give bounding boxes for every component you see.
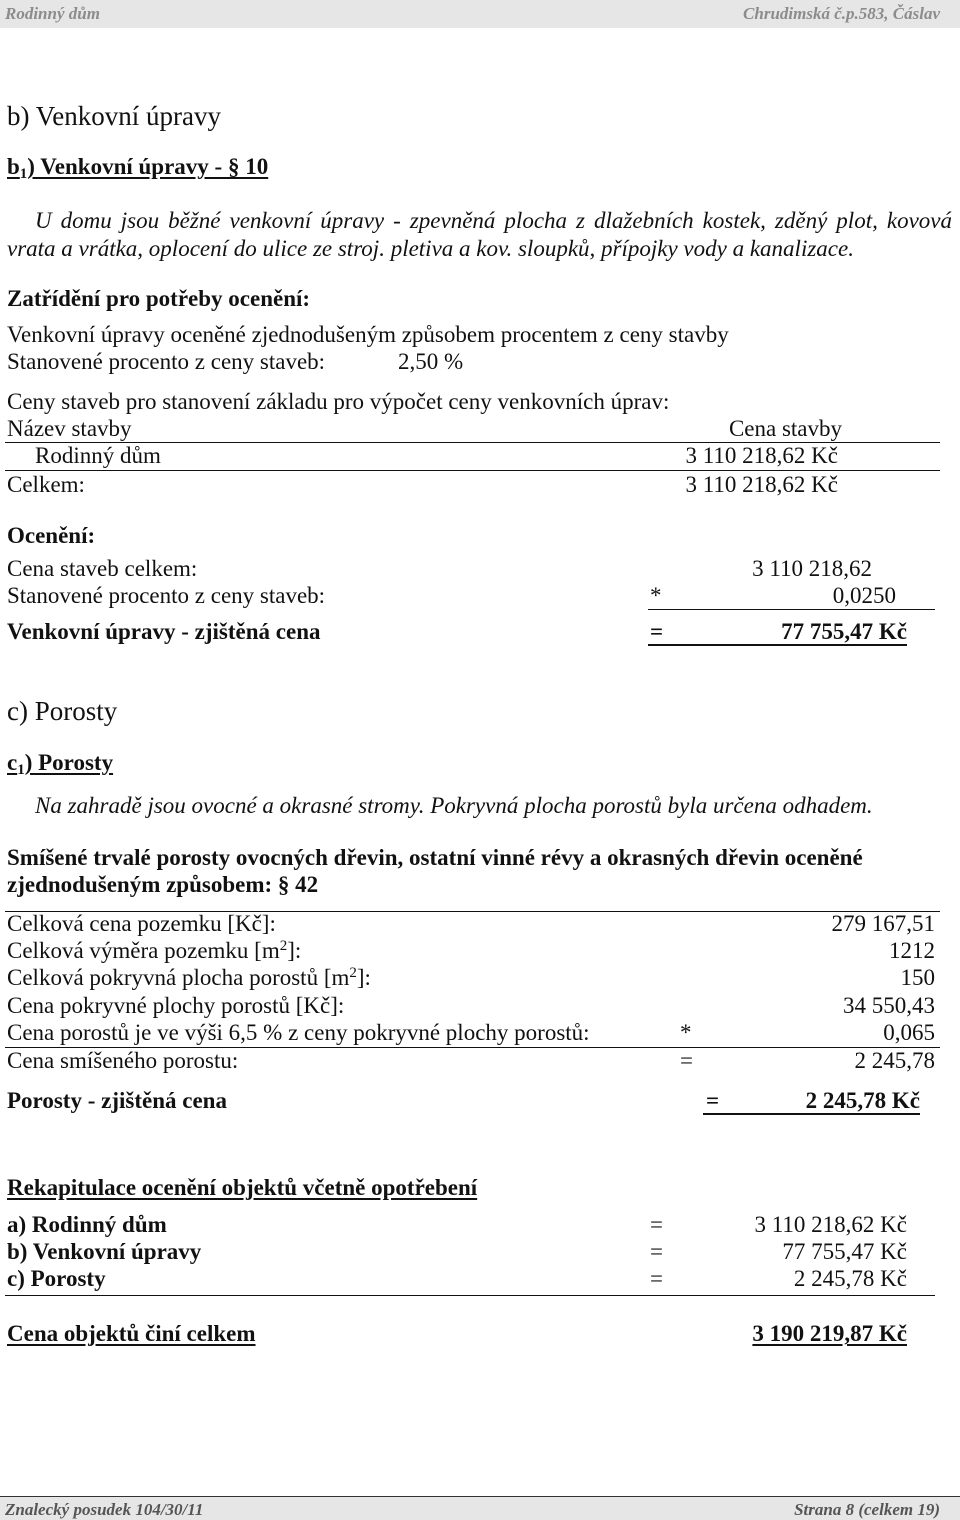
recap-item-operator: = — [650, 1239, 663, 1264]
table-row-price: 3 110 218,62 Kč — [685, 443, 838, 468]
porosty-row-label: Celková cena pozemku [Kč]: — [7, 911, 276, 936]
porosty-row-value: 2 245,78 — [854, 1048, 935, 1073]
recap-item-label: c) Porosty — [7, 1266, 106, 1291]
porosty-result-value: 2 245,78 Kč — [805, 1088, 920, 1113]
porosty-result-label: Porosty - zjištěná cena — [7, 1088, 227, 1113]
row-label-superscript: 2 — [279, 938, 288, 954]
recap-item-label: b) Venkovní úpravy — [7, 1239, 202, 1264]
valuation-result-operator: = — [650, 619, 664, 644]
section-b-description-line-2: vrata a vrátka, oplocení do ulice ze stroj. pletiva a kov. sloupků, přípojky vody a kanalizace. — [7, 236, 854, 261]
subheading-subscript: 1 — [19, 166, 28, 182]
table-header-price: Cena stavby — [728, 416, 842, 441]
porosty-row-label: Cena smíšeného porostu: — [7, 1048, 239, 1073]
classification-heading: Zatřídění pro potřeby ocenění: — [7, 286, 311, 311]
subheading-prefix: b — [7, 154, 20, 179]
recap-item-value: 2 245,78 Kč — [793, 1266, 907, 1291]
recap-total-value: 3 190 219,87 Kč — [752, 1321, 907, 1346]
porosty-row-value: 34 550,43 — [843, 993, 935, 1018]
valuation-heading: Ocenění: — [7, 523, 96, 548]
porosty-result-operator: = — [706, 1088, 720, 1113]
porosty-row-label: Cena porostů je ve výši 6,5 % z ceny pokryvné plochy porostů: — [7, 1020, 590, 1045]
recap-item-operator: = — [650, 1266, 663, 1291]
row-label-superscript: 2 — [349, 965, 357, 981]
subheading-subscript: 1 — [17, 762, 25, 778]
recap-item-label: a) Rodinný dům — [7, 1212, 167, 1237]
table-row-name: Rodinný dům — [35, 443, 161, 468]
header-left-text: Rodinný dům — [5, 4, 100, 23]
porosty-row-value: 279 167,51 — [831, 911, 935, 936]
section-c-description: Na zahradě jsou ovocné a okrasné stromy. Pokryvná plocha porostů byla určena odhadem. — [35, 793, 873, 818]
prices-intro: Ceny staveb pro stanovení základu pro výpočet ceny venkovních úprav: — [7, 389, 670, 414]
percent-value: 2,50 % — [398, 349, 464, 374]
porosty-row-value: 150 — [900, 965, 935, 990]
subheading-text: ) Venkovní úpravy - § 10 — [27, 154, 269, 179]
valuation-base-value: 3 110 218,62 — [752, 556, 872, 581]
valuation-result-label: Venkovní úpravy - zjištěná cena — [7, 619, 321, 644]
porosty-row-operator: = — [680, 1048, 693, 1073]
valuation-divider — [648, 609, 935, 610]
valuation-rate-value: 0,0250 — [832, 583, 896, 608]
porosty-result-underline — [703, 1113, 920, 1115]
table-row-divider — [5, 470, 940, 471]
section-c-heading: c) Porosty — [7, 696, 118, 726]
recap-item-operator: = — [650, 1212, 663, 1237]
porosty-row-operator: * — [680, 1020, 692, 1045]
row-label-end: ]: — [356, 965, 371, 990]
section-b1-subheading — [7, 154, 268, 180]
row-label-text: Celková výměra pozemku [m — [7, 938, 280, 963]
valuation-rate-label: Stanovené procento z ceny staveb: — [7, 583, 326, 608]
section-c1-subheading — [7, 750, 113, 776]
valuation-rate-operator: * — [650, 583, 662, 608]
valuation-result-underline — [648, 644, 907, 646]
valuation-base-label: Cena staveb celkem: — [7, 556, 198, 581]
table-header-name: Název stavby — [7, 416, 132, 441]
footer-page-number: Strana 8 (celkem 19) — [794, 1500, 940, 1519]
row-label-text: Celková pokryvná plocha porostů [m — [7, 965, 350, 990]
recap-total-label: Cena objektů činí celkem — [7, 1321, 256, 1346]
porosty-row-label — [7, 965, 371, 991]
porosty-row-label: Cena pokryvné plochy porostů [Kč]: — [7, 993, 345, 1018]
recap-heading: Rekapitulace ocenění objektů včetně opotřebení — [7, 1175, 478, 1200]
header-right-text: Chrudimská č.p.583, Čáslav — [743, 4, 940, 23]
percent-label: Stanovené procento z ceny staveb: — [7, 349, 326, 374]
classification-text: Venkovní úpravy oceněné zjednodušeným způsobem procentem z ceny stavby — [7, 322, 729, 347]
table-total-value: 3 110 218,62 Kč — [685, 472, 838, 497]
porosty-row-value: 1212 — [889, 938, 935, 963]
valuation-result-value: 77 755,47 Kč — [781, 619, 907, 644]
subheading-prefix: c — [7, 750, 18, 775]
method-line-1: Smíšené trvalé porosty ovocných dřevin, ostatní vinné révy a okrasných dřevin oceněné — [7, 845, 863, 870]
table-total-label: Celkem: — [7, 472, 85, 497]
method-line-2: zjednodušeným způsobem: § 42 — [7, 872, 319, 897]
subheading-text: ) Porosty — [24, 750, 114, 775]
porosty-row-value: 0,065 — [883, 1020, 935, 1045]
recap-divider — [5, 1295, 935, 1296]
footer-left-text: Znalecký posudek 104/30/11 — [5, 1500, 204, 1519]
porosty-row-label — [7, 938, 301, 964]
row-label-end: ]: — [287, 938, 302, 963]
section-b-heading: b) Venkovní úpravy — [7, 101, 221, 131]
recap-item-value: 3 110 218,62 Kč — [754, 1212, 907, 1237]
recap-item-value: 77 755,47 Kč — [782, 1239, 907, 1264]
section-b-description-line-1: U domu jsou běžné venkovní úpravy - zpevněná plocha z dlažebních kostek, zděný plot, kovová — [35, 208, 952, 233]
